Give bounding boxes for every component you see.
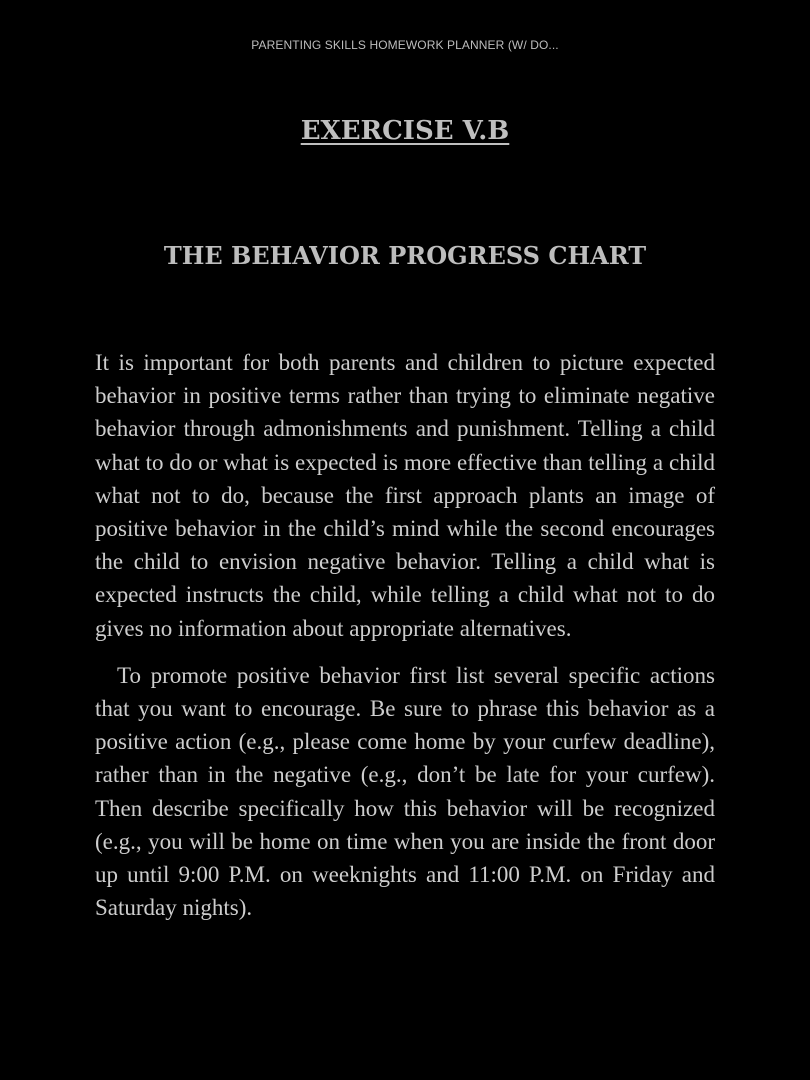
paragraph-1: It is important for both parents and children to picture expected behavior in positive terms rather than trying to eliminate negative behavior through admonishments and punishment. Telling a child what to do or what is expected is more effective than telling a child what not to do, because the first approach plants an image of positive behavior in the child’s mind while the second encourages the child to envision negative behavior. Telling a child what is expected instructs the child, while telling a child what not to do gives no information about appropriate alternatives. <box>95 350 715 641</box>
exercise-title: EXERCISE V.B <box>300 116 510 146</box>
running-header: PARENTING SKILLS HOMEWORK PLANNER (W/ DO... <box>251 38 559 52</box>
paragraph-2: To promote positive behavior first list several specific actions that you want to encourage. Be sure to phrase this behavior as a positive action (e.g., please come home by your curfew deadline), rather than in the negative (e.g., don’t be late for your curfew). Then describe specifically how this behavior will be recognized (e.g., you will be home on time when you are inside the front door up until 9:00 P.M. on weeknights and 11:00 P.M. on Friday and Saturday nights). <box>95 662 715 921</box>
section-title: THE BEHAVIOR PROGRESS CHART <box>163 241 647 270</box>
body-text <box>95 346 715 924</box>
